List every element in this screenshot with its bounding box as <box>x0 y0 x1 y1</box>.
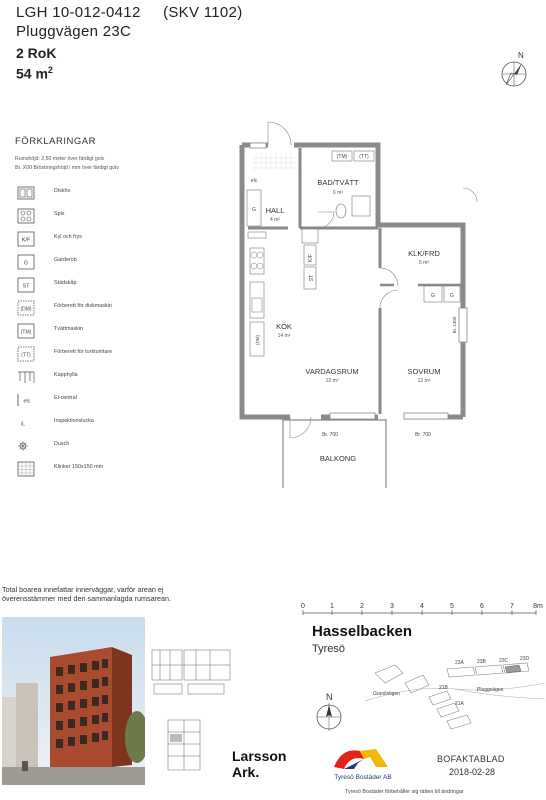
legend-label-dishwasher: Förberett för diskmaskin <box>54 303 112 309</box>
legend-symbol-tt: (TT) <box>21 352 31 359</box>
site-label-23b: 23B <box>477 659 486 665</box>
scale-label-4: 4 <box>420 603 424 610</box>
scale-bar <box>300 601 546 617</box>
area-vardagsrum: 12 m² <box>325 378 339 384</box>
legend-item-cleaning <box>15 277 155 293</box>
legend-label-fridge: Kyl och frys <box>54 234 82 240</box>
legend-symbol-g: G <box>23 260 29 267</box>
site-map <box>355 643 545 733</box>
architect-suffix: Ark. <box>232 764 260 780</box>
legend-item-shower <box>15 438 155 454</box>
site-label-pluggvagen: Pluggvägen <box>477 687 504 693</box>
stove-icon <box>15 208 37 224</box>
living-area <box>16 62 243 83</box>
wardrobe-icon <box>15 254 37 270</box>
site-label-granitstigen: Granitstigen <box>373 691 400 697</box>
dishwasher-prep-icon <box>15 300 37 316</box>
room-count: 2 RoK <box>16 45 57 61</box>
area-hall: 4 m² <box>270 217 280 223</box>
site-label-23d: 23D <box>520 656 530 662</box>
legend-item-fridge <box>15 231 155 247</box>
tile-floor-icon <box>15 461 37 477</box>
area-bad-tvatt: 6 m² <box>333 190 343 196</box>
area-klk-frd: 5 m² <box>419 260 429 266</box>
legend-symbol-il: iL <box>20 421 26 428</box>
floor-plan <box>228 118 488 490</box>
label-dm: (DM) <box>255 335 260 345</box>
site-label-23c: 23C <box>499 658 509 664</box>
document-type: BOFAKTABLAD <box>437 754 505 764</box>
legend-item-inspection <box>15 415 155 431</box>
legend-item-dishwasher <box>15 300 155 316</box>
town-name: Tyresö <box>312 643 346 655</box>
scale-label-8m: 8m <box>533 603 543 610</box>
fridge-freezer-icon <box>15 231 37 247</box>
legend-label-dryer: Förberett för torktumlare <box>54 349 113 355</box>
sill-height-note: Br. X00 Bröstningshöjd i mm över färdigt golv <box>15 165 119 171</box>
legend-item-coat-rack <box>15 369 155 385</box>
scale-label-6: 6 <box>480 603 484 610</box>
legend-item-dryer <box>15 346 155 362</box>
label-br1300: Br. 1300 <box>452 316 457 334</box>
building-photo <box>2 617 145 785</box>
label-wardrobe-1: G <box>431 293 435 299</box>
document-date: 2018-02-28 <box>449 767 496 777</box>
building-sections-sketch <box>148 640 232 780</box>
total-area-note: Total boarea innefattar innerväggar, varför arean ej överensstämmer med den sammanlagda rumsarean. <box>2 585 171 604</box>
legend-note <box>15 155 155 173</box>
legend-symbol-dm: (DM) <box>20 306 32 313</box>
legend-label-stove: Spis <box>54 211 65 217</box>
area-sovrum: 12 m² <box>417 378 431 384</box>
compass-icon <box>498 50 534 88</box>
disclaimer: Tyresö Bostäder förbehåller sig rätten till ändringar <box>345 789 464 795</box>
legend-item-electrical <box>15 392 155 408</box>
room-vardagsrum: VARDAGSRUM <box>305 367 359 376</box>
architect <box>232 748 286 780</box>
label-tt: (TT) <box>359 154 369 160</box>
site-label-21b: 21B <box>439 685 448 691</box>
scale-label-3: 3 <box>390 603 394 610</box>
coat-rack-icon <box>15 369 37 385</box>
legend-symbol-elc: elc <box>23 398 31 405</box>
inspection-hatch-icon <box>15 415 37 431</box>
washing-machine-icon <box>15 323 37 339</box>
legend-label-wardrobe: Garderob <box>54 257 77 263</box>
legend-title: FÖRKLARINGAR <box>15 136 96 147</box>
legend-label-inspection: Inspektionslucka <box>54 418 94 424</box>
legend-label-tiles: Klinker 150x150 mm <box>54 464 104 470</box>
legend-label-coat-rack: Kapphylla <box>54 372 78 378</box>
compass-label: N <box>518 51 524 60</box>
north-arrow-icon <box>310 691 350 733</box>
shower-icon <box>15 438 37 454</box>
room-balkong: BALKONG <box>319 454 357 463</box>
scale-label-5: 5 <box>450 603 454 610</box>
project-name: Hasselbacken <box>312 623 413 640</box>
apartment-id: LGH 10-012-0412 <box>16 4 141 21</box>
room-sovrum: SOVRUM <box>407 367 441 376</box>
dryer-prep-icon <box>15 346 37 362</box>
apartment-id-row <box>16 3 243 22</box>
ceiling-height-note: Rumshöjd: 2,50 meter över färdigt golv <box>15 156 105 162</box>
legend-label-cleaning: Städskåp <box>54 280 77 286</box>
electrical-panel-icon <box>15 392 37 408</box>
legend-label-shower: Dusch <box>54 441 70 447</box>
label-kf: K/F <box>308 254 314 262</box>
scale-label-7: 7 <box>510 603 514 610</box>
header <box>16 3 243 83</box>
room-kok: KÖK <box>276 322 292 331</box>
legend <box>15 136 155 470</box>
legend-symbol-kf: K/F <box>21 237 31 244</box>
label-st: ST <box>309 274 315 282</box>
logo-company-name: Tyresö Bostäder AB <box>334 774 392 781</box>
sink-icon <box>15 185 37 201</box>
label-wardrobe-2: G <box>450 293 454 299</box>
label-br700-a: Br. 700 <box>322 432 338 438</box>
legend-item-wardrobe <box>15 254 155 270</box>
area-unit-superscript: 2 <box>47 65 53 75</box>
label-br700-b: Br. 700 <box>415 432 431 438</box>
site-label-21a: 21A <box>455 701 464 707</box>
legend-item-tiles <box>15 461 155 477</box>
legend-label-sink: Diskho <box>54 188 71 194</box>
legend-item-washer <box>15 323 155 339</box>
legend-item-sink <box>15 185 155 201</box>
legend-symbol-tm: (TM) <box>20 329 32 336</box>
scale-label-2: 2 <box>360 603 364 610</box>
label-elc: elc <box>250 178 258 184</box>
room-klk-frd: KLK/FRD <box>408 249 440 258</box>
legend-symbol-st: ST <box>22 283 30 290</box>
site-label-23a: 23A <box>455 660 464 666</box>
scale-label-0: 0 <box>301 603 305 610</box>
scale-label-1: 1 <box>330 603 334 610</box>
label-wardrobe-hall: G <box>252 207 256 213</box>
room-hall: HALL <box>265 206 285 215</box>
area-kok: 14 m² <box>277 333 291 339</box>
cleaning-cabinet-icon <box>15 277 37 293</box>
legend-item-stove <box>15 208 155 224</box>
legend-label-washer: Tvättmaskin <box>54 326 84 332</box>
north-label: N <box>326 692 333 702</box>
tyreso-bostader-logo <box>330 741 396 785</box>
living-area-value: 54 m <box>16 65 48 82</box>
address: Pluggvägen 23C <box>16 23 132 40</box>
legend-label-electrical: El-central <box>54 395 77 401</box>
label-tm: (TM) <box>336 154 348 160</box>
skv-number: (SKV 1102) <box>163 4 243 21</box>
architect-name: Larsson <box>232 748 287 764</box>
room-bad-tvatt: BAD/TVÄTT <box>317 178 359 187</box>
title-block <box>232 623 545 795</box>
